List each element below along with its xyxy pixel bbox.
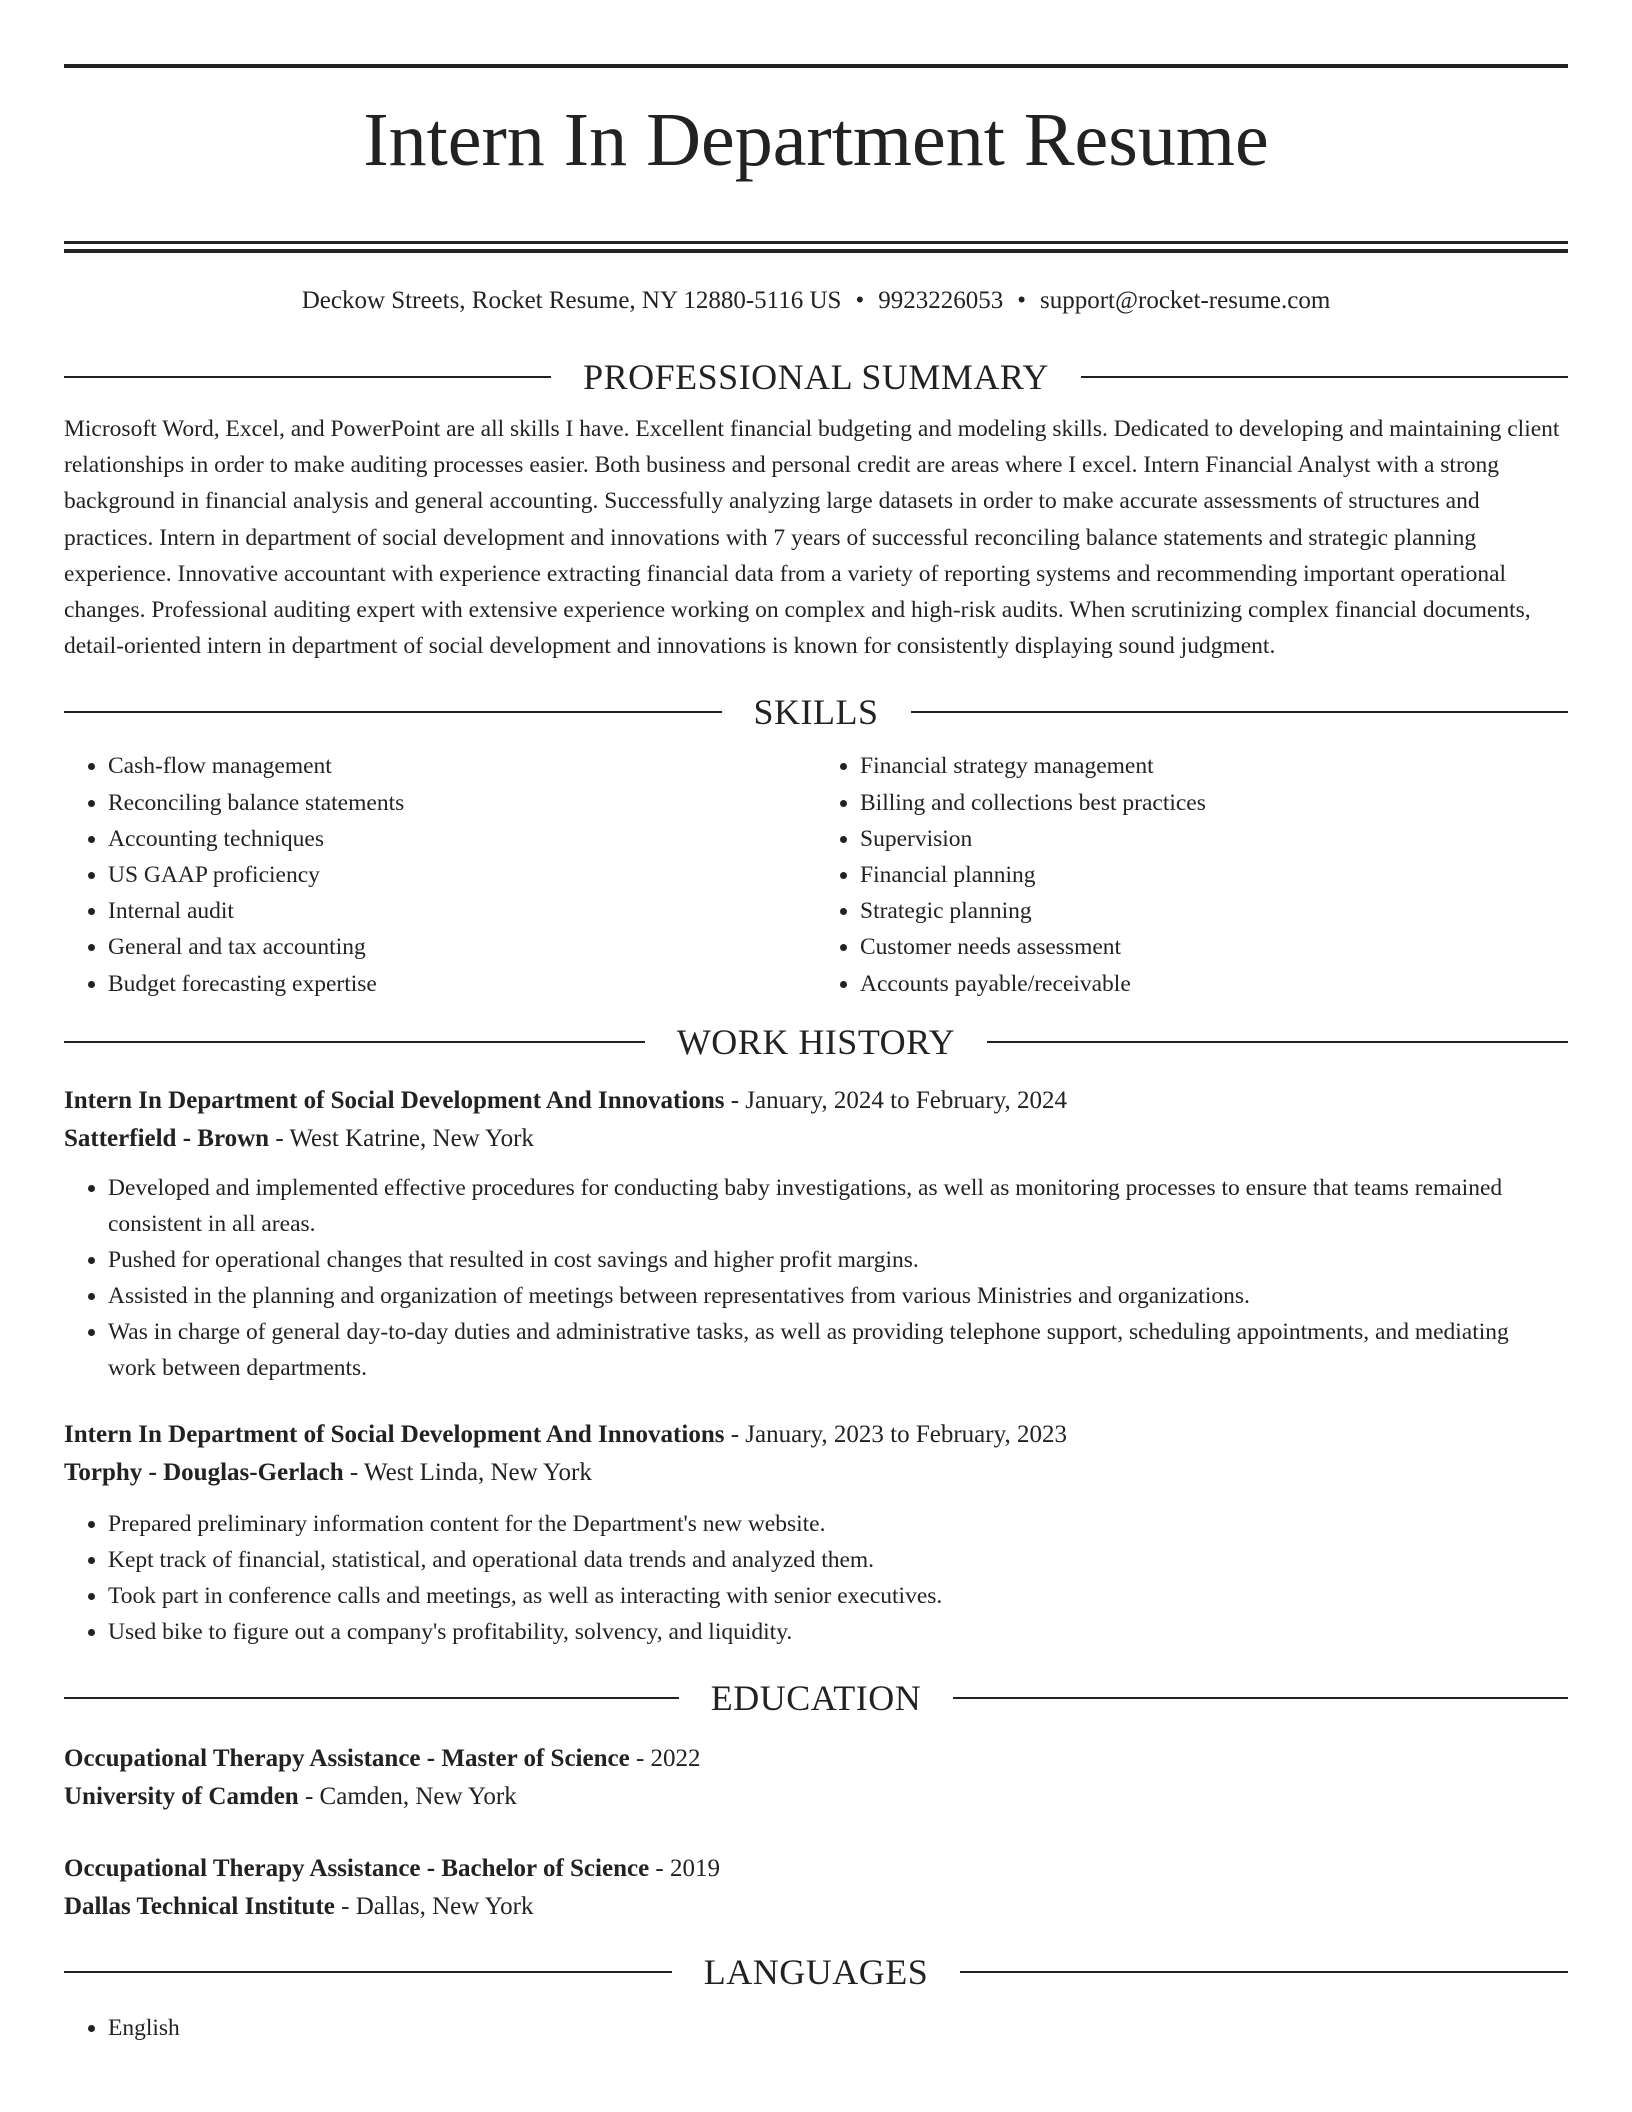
contact-separator: • (855, 286, 865, 314)
heading-rule (64, 711, 722, 713)
job-bullets (64, 1170, 1568, 1386)
skill-item: • Accounting techniques (108, 821, 816, 857)
top-rule (64, 64, 1568, 68)
job-dates: - January, 2024 to February, 2024 (724, 1086, 1067, 1114)
education-year: - 2019 (649, 1854, 720, 1882)
work-heading: WORK HISTORY (676, 1021, 956, 1062)
education-heading: EDUCATION (710, 1677, 922, 1718)
heading-rule (64, 376, 551, 378)
languages-section-heading (64, 1952, 1568, 1992)
skill-item: • Financial strategy management (860, 748, 1568, 784)
education-entry (64, 1850, 1568, 1926)
summary-text: Microsoft Word, Excel, and PowerPoint are all skills I have. Excellent financial budgeting and modeling skills. Dedicated to developing and maintaining client relationships in order to make auditing processes easier. Both business and personal credit are areas where I excel. Intern Financial Analyst with a strong background in financial analysis and general accounting. Successfully analyzing large datasets in order to make accurate assessments of structures and practices. Intern in department of social development and innovations with 7 years of successful reconciling balance statements and strategic planning experience. Innovative accountant with experience extracting financial data from a variety of reporting systems and recommending important operational changes. Professional auditing expert with extensive experience working on complex and high-risk audits. When scrutinizing complex financial documents, detail-oriented intern in department of social development and innovations is known for consistently displaying sound judgment. (64, 415, 1560, 660)
skills-section-heading (64, 692, 1568, 732)
resume-title: Intern In Department Resume (363, 98, 1269, 182)
skill-item: • Cash-flow management (108, 748, 816, 784)
skill-item: • Supervision (860, 821, 1568, 857)
education-degree-line (64, 1850, 1568, 1888)
heading-rule (64, 1971, 672, 1973)
job-company: Torphy - Douglas-Gerlach (64, 1458, 344, 1486)
job-location: - West Katrine, New York (269, 1124, 534, 1152)
skill-item: • Internal audit (108, 893, 816, 929)
skill-item: • Reconciling balance statements (108, 785, 816, 821)
skill-item: • Accounts payable/receivable (860, 966, 1568, 1002)
skill-item: • Financial planning (860, 857, 1568, 893)
work-section-heading (64, 1022, 1568, 1062)
education-school-line (64, 1888, 1568, 1926)
job-title: Intern In Department of Social Development And Innovations (64, 1420, 725, 1448)
heading-rule (953, 1697, 1568, 1699)
skills-list-right (816, 748, 1568, 1001)
education-degree: Occupational Therapy Assistance - Master of Science (64, 1744, 630, 1772)
job-company: Satterfield - Brown (64, 1124, 270, 1152)
language-item: • English (108, 2010, 1568, 2046)
languages-list (64, 2010, 1568, 2046)
education-school: Dallas Technical Institute (64, 1892, 335, 1920)
skill-item: • Customer needs assessment (860, 929, 1568, 965)
education-entry (64, 1740, 1568, 1816)
skill-item: • Billing and collections best practices (860, 785, 1568, 821)
languages-heading: LANGUAGES (703, 1951, 929, 1992)
job-bullets (64, 1506, 1568, 1650)
job-bullet: • Prepared preliminary information content for the Department's new website. (108, 1506, 1568, 1542)
job-entry (64, 1082, 1568, 1386)
heading-rule (911, 711, 1569, 713)
heading-rule (960, 1971, 1568, 1973)
summary-heading: PROFESSIONAL SUMMARY (583, 356, 1049, 397)
job-title: Intern In Department of Social Development And Innovations (64, 1086, 725, 1114)
contact-email: support@rocket-resume.com (1039, 286, 1331, 314)
title-double-rule (64, 241, 1568, 253)
contact-phone: 9923226053 (878, 286, 1004, 314)
job-company-line (64, 1120, 1568, 1158)
job-bullet: • Used bike to figure out a company's profitability, solvency, and liquidity. (108, 1614, 1568, 1650)
skills-heading: SKILLS (753, 692, 879, 733)
skills-columns (64, 748, 1568, 1001)
job-dates: - January, 2023 to February, 2023 (724, 1420, 1067, 1448)
skill-item: • Strategic planning (860, 893, 1568, 929)
summary-section-heading (64, 357, 1568, 397)
education-school-line (64, 1778, 1568, 1816)
education-section-heading (64, 1678, 1568, 1718)
skills-list-left (64, 748, 816, 1001)
job-title-line (64, 1082, 1568, 1120)
job-entry (64, 1416, 1568, 1650)
skill-item: • Budget forecasting expertise (108, 966, 816, 1002)
education-degree: Occupational Therapy Assistance - Bachelor of Science (64, 1854, 650, 1882)
heading-rule (64, 1041, 645, 1043)
education-location: - Camden, New York (298, 1782, 517, 1810)
job-bullet: • Took part in conference calls and meetings, as well as interacting with senior executives. (108, 1578, 1568, 1614)
education-degree-line (64, 1740, 1568, 1778)
education-year: - 2022 (629, 1744, 701, 1772)
education-location: - Dallas, New York (334, 1892, 534, 1920)
heading-rule (64, 1697, 679, 1699)
contact-address: Deckow Streets, Rocket Resume, NY 12880-5116 US (301, 286, 842, 314)
job-company-line (64, 1454, 1568, 1492)
contact-line (64, 285, 1568, 317)
job-bullet: • Kept track of financial, statistical, and operational data trends and analyzed them. (108, 1542, 1568, 1578)
job-bullet: • Developed and implemented effective procedures for conducting baby investigations, as well as monitoring processes to ensure that teams remained consistent in all areas. (108, 1170, 1568, 1242)
heading-rule (1081, 376, 1568, 378)
skill-item: • US GAAP proficiency (108, 857, 816, 893)
job-title-line (64, 1416, 1568, 1454)
job-location: - West Linda, New York (343, 1458, 592, 1486)
education-school: University of Camden (64, 1782, 299, 1810)
skill-item: • General and tax accounting (108, 929, 816, 965)
job-bullet: • Was in charge of general day-to-day duties and administrative tasks, as well as providing telephone support, scheduling appointments, and mediating work between departments. (108, 1314, 1568, 1386)
job-bullet: • Assisted in the planning and organization of meetings between representatives from various Ministries and organizations. (108, 1278, 1568, 1314)
contact-separator: • (1017, 286, 1026, 314)
job-bullet: • Pushed for operational changes that resulted in cost savings and higher profit margins. (108, 1242, 1568, 1278)
heading-rule (987, 1041, 1568, 1043)
resume-page (64, 0, 1568, 2046)
